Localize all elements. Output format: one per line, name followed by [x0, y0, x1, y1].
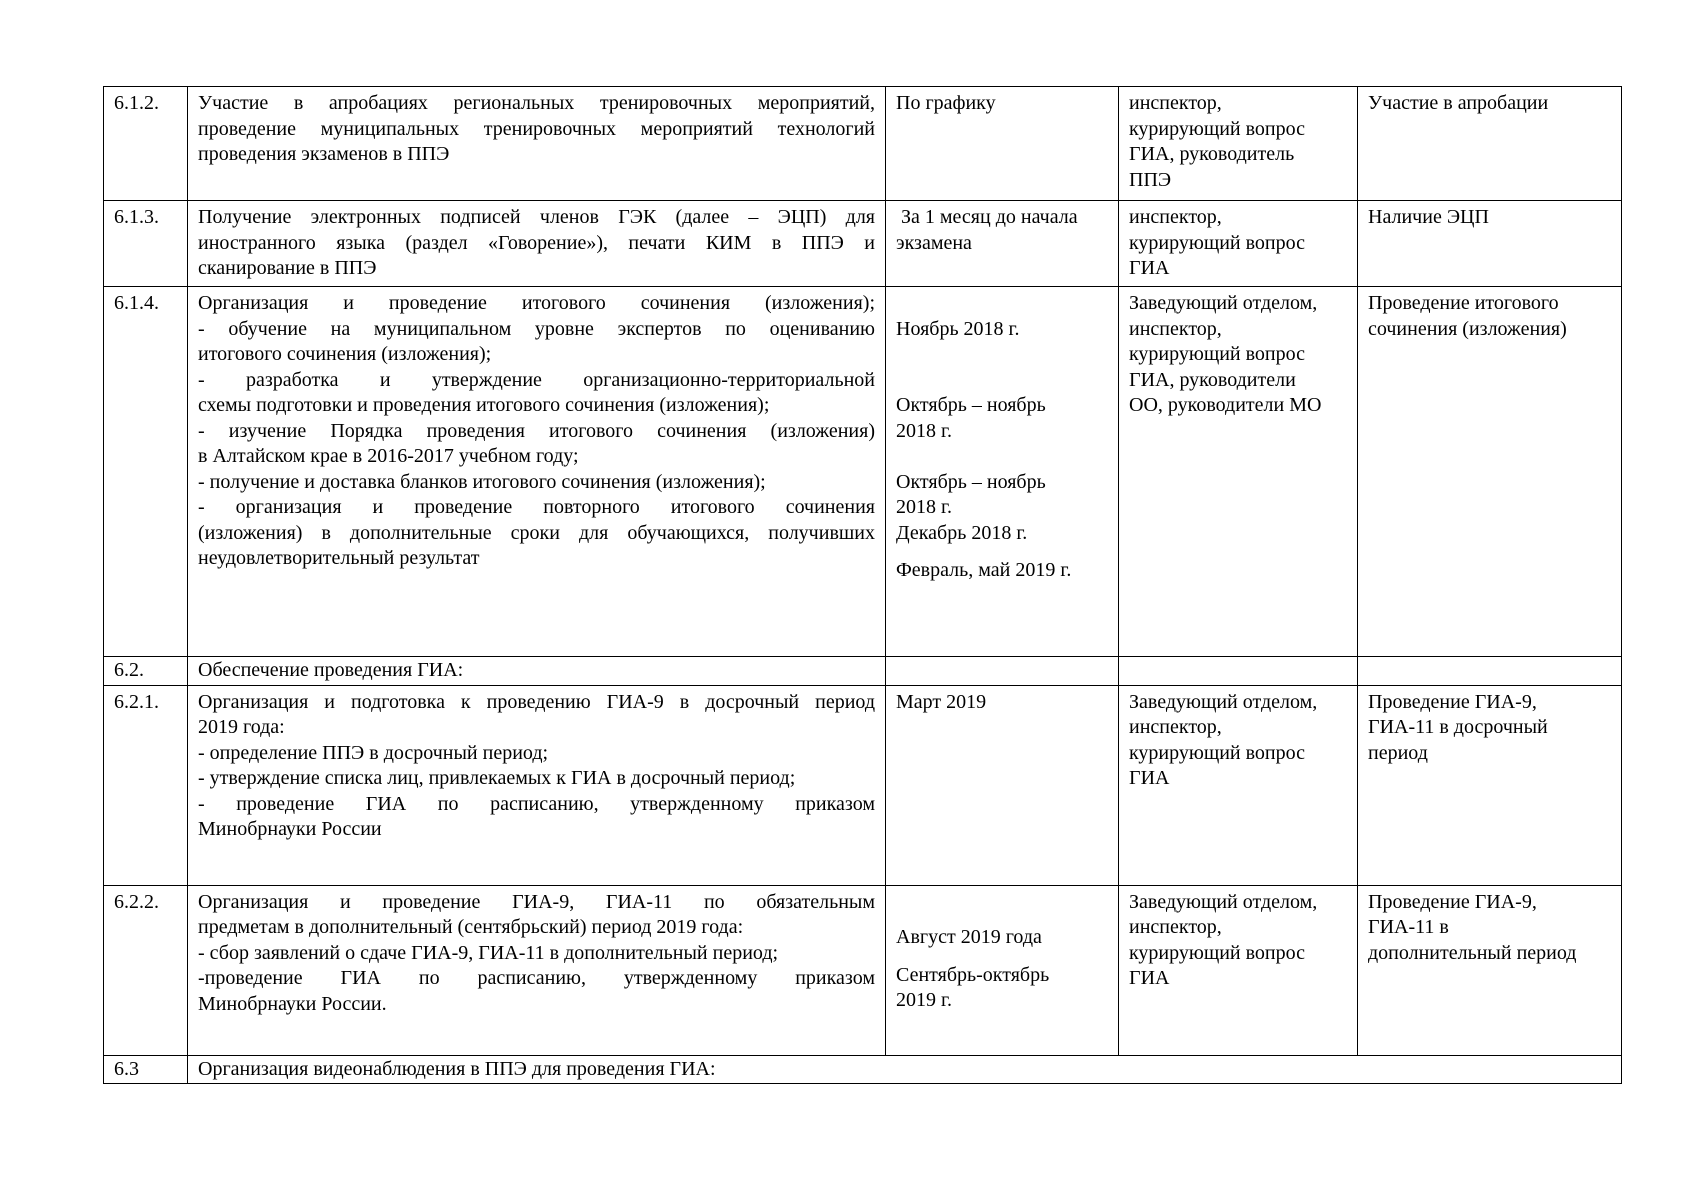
table-row — [104, 885, 1622, 1055]
row-number: 6.1.2. — [104, 87, 188, 201]
row-deadline: Ноябрь 2018 г. Октябрь – ноябрь 2018 г. Октябрь – ноябрь 2018 г. Декабрь 2018 г. Февраль, май 2019 г. — [886, 287, 1119, 657]
row-content: Организация видеонаблюдения в ППЭ для проведения ГИА: — [188, 1055, 1622, 1084]
row-result: Наличие ЭЦП — [1358, 201, 1622, 287]
row-content: Организация и проведение итогового сочинения (изложения); - обучение на муниципальном уровне экспертов по оцениванию итогового сочинения (изложения); - разработка и утверждение организационно-территориальной схемы подготовки и проведения итогового сочинения (изложения); - изучение Порядка проведения итогового сочинения (изложения) в Алтайском крае в 2016-2017 учебном году; - получение и доставка бланков итогового сочинения (изложения); - организация и проведение повторного итогового сочинения (изложения) в дополнительные сроки для обучающихся, получивших неудовлетворительный результат — [188, 287, 886, 657]
row-deadline — [886, 657, 1119, 686]
row-responsible: инспектор, курирующий вопрос ГИА — [1119, 201, 1358, 287]
row-responsible: Заведующий отделом, инспектор, курирующий вопрос ГИА, руководители ОО, руководители МО — [1119, 287, 1358, 657]
row-responsible — [1119, 657, 1358, 686]
row-deadline: Август 2019 года Сентябрь-октябрь 2019 г. — [886, 885, 1119, 1055]
row-content: Организация и подготовка к проведению ГИА-9 в досрочный период 2019 года: - определение ППЭ в досрочный период; - утверждение списка лиц, привлекаемых к ГИА в досрочный период; - проведение ГИА по расписанию, утвержденному приказом Минобрнауки России — [188, 685, 886, 885]
row-deadline: По графику — [886, 87, 1119, 201]
row-number: 6.1.3. — [104, 201, 188, 287]
table-row — [104, 287, 1622, 657]
row-content: Получение электронных подписей членов ГЭК (далее – ЭЦП) для иностранного языка (раздел «Говорение»), печати КИМ в ППЭ и сканирование в ППЭ — [188, 201, 886, 287]
row-deadline: Март 2019 — [886, 685, 1119, 885]
row-deadline: За 1 месяц до начала экзамена — [886, 201, 1119, 287]
row-number: 6.2.2. — [104, 885, 188, 1055]
row-responsible: инспектор, курирующий вопрос ГИА, руководитель ППЭ — [1119, 87, 1358, 201]
row-number: 6.3 — [104, 1055, 188, 1084]
table-row — [104, 201, 1622, 287]
table-row — [104, 87, 1622, 201]
row-number: 6.2. — [104, 657, 188, 686]
row-number: 6.2.1. — [104, 685, 188, 885]
row-responsible: Заведующий отделом, инспектор, курирующий вопрос ГИА — [1119, 885, 1358, 1055]
row-result: Проведение ГИА-9, ГИА-11 в досрочный период — [1358, 685, 1622, 885]
table-row — [104, 657, 1622, 686]
row-number: 6.1.4. — [104, 287, 188, 657]
row-result — [1358, 657, 1622, 686]
table-row — [104, 1055, 1622, 1084]
table-row — [104, 685, 1622, 885]
row-result: Проведение ГИА-9, ГИА-11 в дополнительный период — [1358, 885, 1622, 1055]
plan-table — [103, 86, 1622, 1084]
row-content: Участие в апробациях региональных тренировочных мероприятий, проведение муниципальных тренировочных мероприятий технологий проведения экзаменов в ППЭ — [188, 87, 886, 201]
row-content: Обеспечение проведения ГИА: — [188, 657, 886, 686]
row-result: Проведение итогового сочинения (изложения) — [1358, 287, 1622, 657]
row-responsible: Заведующий отделом, инспектор, курирующий вопрос ГИА — [1119, 685, 1358, 885]
row-result: Участие в апробации — [1358, 87, 1622, 201]
row-content: Организация и проведение ГИА-9, ГИА-11 по обязательным предметам в дополнительный (сентябрьский) период 2019 года: - сбор заявлений о сдаче ГИА-9, ГИА-11 в дополнительный период; -проведение ГИА по расписанию, утвержденному приказом Минобрнауки России. — [188, 885, 886, 1055]
